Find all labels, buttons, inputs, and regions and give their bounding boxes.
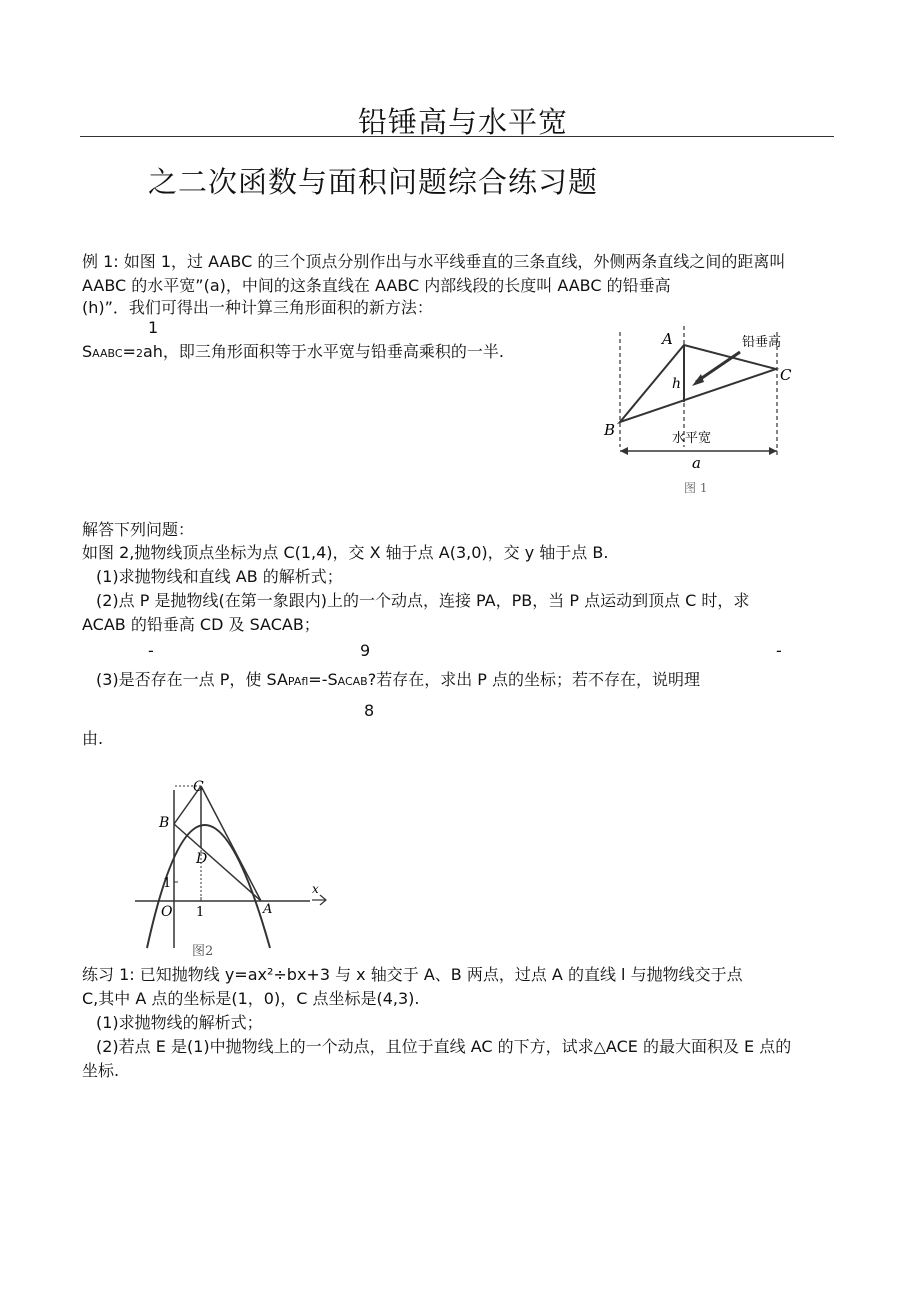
formula-ah: ah xyxy=(142,342,163,361)
fig2-label-a: A xyxy=(263,902,273,917)
question-2-line2: ACAB 的铅垂高 CD 及 SACAB； xyxy=(82,615,320,634)
fig1-pointer-arrow xyxy=(696,352,740,382)
fig2-label-y-one: 1 xyxy=(163,876,172,891)
formula-s: S xyxy=(82,342,93,361)
figure1-diagram xyxy=(600,322,800,502)
page-title: 铅锤高与水平宽 xyxy=(358,105,569,139)
fig2-label-o: O xyxy=(161,904,173,920)
question-3-subscript-1: PAfl xyxy=(287,675,309,688)
fraction-dash-left: - xyxy=(148,641,154,660)
fig1-label-b-vertex: B xyxy=(604,421,616,439)
question-3 xyxy=(96,669,700,693)
fraction-dash-right: - xyxy=(776,641,782,660)
fig1-label-plumb-height: 铅垂高 xyxy=(742,335,782,350)
example1-line3: (h)”．我们可得出一种计算三角形面积的新方法： xyxy=(82,298,433,317)
questions-given: 如图 2,抛物线顶点坐标为点 C(1,4)，交 X 轴于点 A(3,0)，交 y 轴于点 B. xyxy=(82,543,609,562)
page-subtitle: 之二次函数与面积问题综合练习题 xyxy=(148,165,599,199)
title-divider xyxy=(80,136,834,137)
question-3-end: 由. xyxy=(82,729,104,748)
question-2-line1: (2)点 P 是抛物线(在第一象跟内)上的一个动点，连接 PA，PB，当 P 点运动到顶点 C 时，求 xyxy=(96,591,750,610)
example1-line2: AABC 的水平宽”(a)，中间的这条直线在 AABC 内部线段的长度叫 AABC 的铅垂高 xyxy=(82,276,671,295)
fig1-label-a-vertex: A xyxy=(662,330,673,348)
question-3-subscript-2: ACAB xyxy=(337,675,368,688)
exercise1-question-2-line2: 坐标. xyxy=(82,1061,120,1080)
formula-fraction-numerator: 1 xyxy=(148,318,159,337)
fig1-pointer-arrowhead xyxy=(692,374,704,386)
fig1-width-arrowhead-right xyxy=(769,447,777,455)
question-3-part-b: =-S xyxy=(308,670,338,689)
fig2-segment-ca xyxy=(201,786,261,901)
fig2-label-c: C xyxy=(193,779,204,795)
fraction-denominator-8: 8 xyxy=(364,701,375,720)
formula-description: ，即三角形面积等于水平宽与铅垂高乘积的一半. xyxy=(162,342,504,361)
questions-intro: 解答下列问题： xyxy=(82,520,195,539)
fig2-segment-ba xyxy=(174,824,261,901)
formula-subscript: AABC xyxy=(92,347,123,360)
area-formula xyxy=(82,341,504,365)
fig2-caption: 图2 xyxy=(192,944,214,959)
fig1-label-a-width: a xyxy=(692,454,701,472)
fig1-label-c-vertex: C xyxy=(780,366,792,384)
example1-line1: 例 1: 如图 1，过 AABC 的三个顶点分别作出与水平线垂直的三条直线，外侧两条直线之间的距离叫 xyxy=(82,252,786,271)
exercise1-line2: C,其中 A 点的坐标是(1，0)，C 点坐标是(4,3). xyxy=(82,989,420,1008)
fig1-label-h: h xyxy=(672,376,682,392)
formula-denominator: 2 xyxy=(135,347,143,360)
fraction-numerator-9: 9 xyxy=(360,641,371,660)
exercise1-question-1: (1)求抛物线的解析式； xyxy=(96,1013,263,1032)
formula-equals: = xyxy=(122,342,136,361)
fig2-label-x-one: 1 xyxy=(196,905,205,920)
fig1-caption: 图 1 xyxy=(684,481,708,495)
question-3-part-a: (3)是否存在一点 P，使 SA xyxy=(96,670,288,689)
exercise1-line1: 练习 1: 已知抛物线 y=ax²÷bx+3 与 x 轴交于 A、B 两点，过点 A 的直线 l 与抛物线交于点 xyxy=(82,965,743,984)
question-1: (1)求抛物线和直线 AB 的解析式； xyxy=(96,567,343,586)
fig1-label-horizontal-width: 水平宽 xyxy=(672,431,712,446)
fig2-label-d: D xyxy=(196,851,208,867)
fig1-width-arrowhead-left xyxy=(620,447,628,455)
question-3-part-c: ?若存在，求出 P 点的坐标；若不存在，说明理 xyxy=(367,670,701,689)
fig2-label-b: B xyxy=(159,815,170,831)
figure2-diagram xyxy=(130,770,340,960)
fig2-label-x: x xyxy=(312,882,319,896)
exercise1-question-2-line1: (2)若点 E 是(1)中抛物线上的一个动点，且位于直线 AC 的下方，试求△ACE 的最大面积及 E 点的 xyxy=(96,1037,792,1056)
